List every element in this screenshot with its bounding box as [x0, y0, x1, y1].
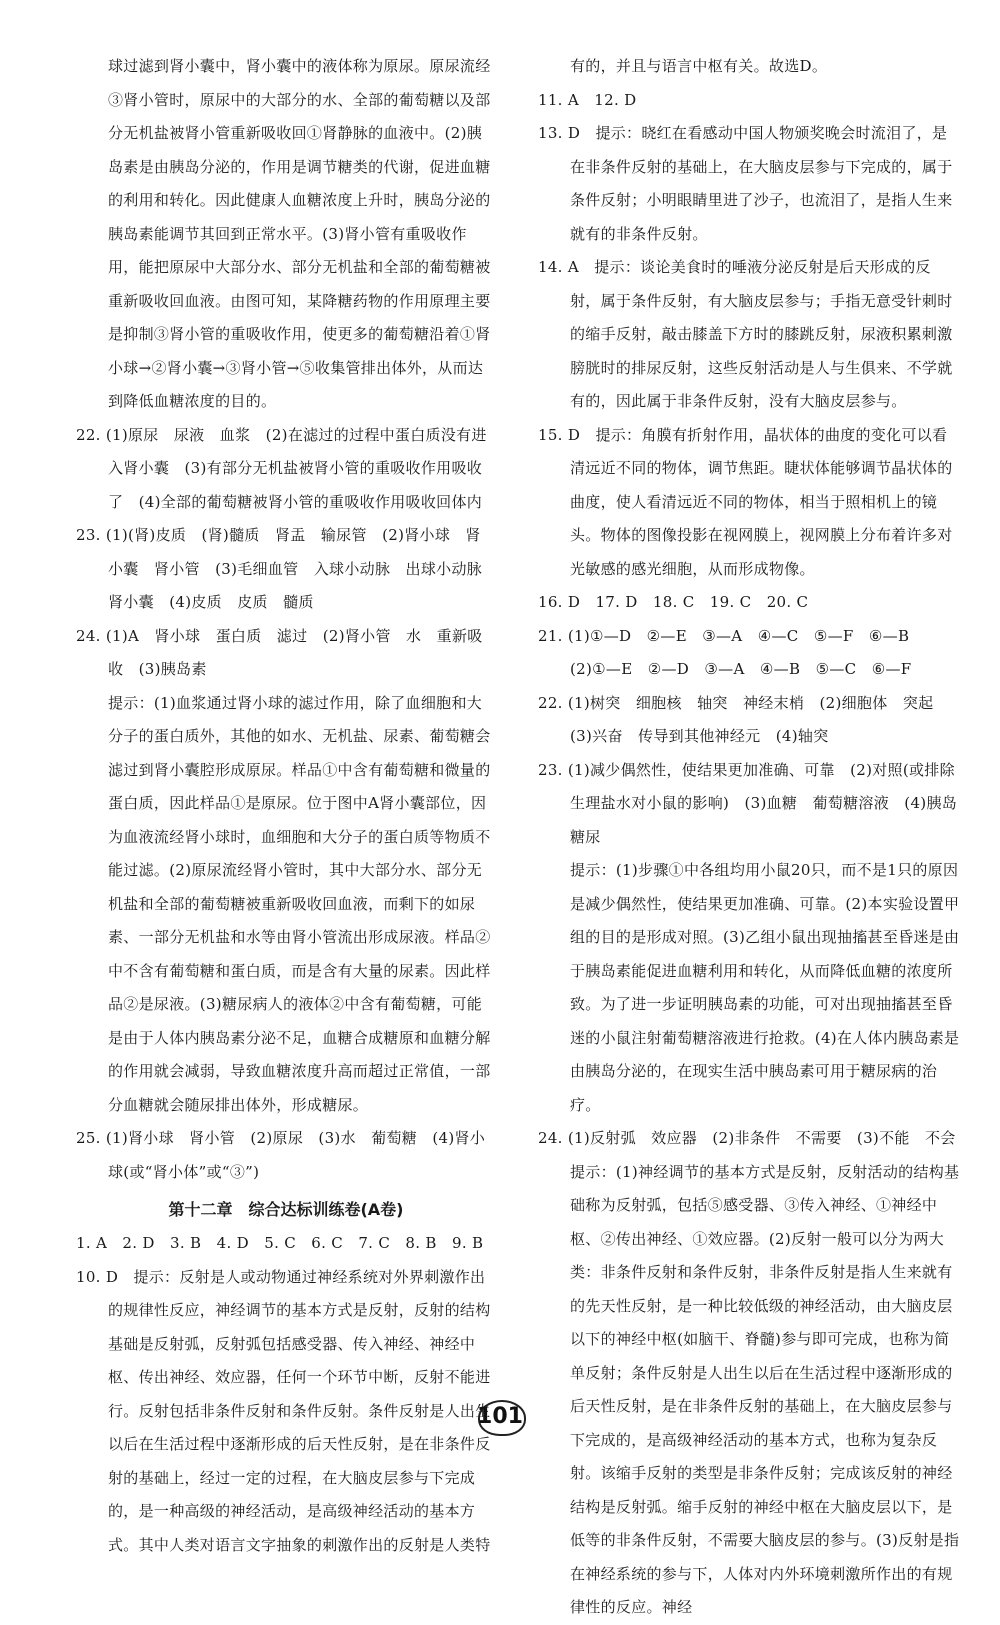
answer-paragraph: 1. A 2. D 3. B 4. D 5. C 6. C 7. C 8. B 9. B	[76, 1234, 484, 1252]
page-number-badge	[470, 1396, 530, 1436]
answer-paragraph: 球过滤到肾小囊中，肾小囊中的液体称为原尿。原尿流经③肾小管时，原尿中的大部分的水、全部的葡萄糖以及部分无机盐被肾小管重新吸收回①肾静脉的血液中。(2)胰岛素是由胰岛分泌的，作用是调节糖类的代谢，促进血糖的利用和转化。因此健康人血糖浓度上升时，胰岛分泌的胰岛素能调节其回到正常水平。(3)肾小管有重吸收作用，能把原尿中大部分水、部分无机盐和全部的葡萄糖被重新吸收回血液。由图可知，某降糖药物的作用原理主要是抑制③肾小管的重吸收作用，使更多的葡萄糖沿着①肾小球→②肾小囊→③肾小管→⑤收集管排出体外，从而达到降低血糖浓度的目的。	[108, 57, 491, 410]
answer-paragraph: 22. (1)原尿 尿液 血浆 (2)在滤过的过程中蛋白质没有进入肾小囊 (3)有部分无机盐被肾小管的重吸收作用吸收了 (4)全部的葡萄糖被肾小管的重吸收作用吸收回体内	[76, 425, 487, 511]
answer-paragraph: 提示：(1)步骤①中各组均用小鼠20只，而不是1只的原因是减少偶然性，使结果更加准确、可靠。(2)本实验设置甲组的目的是形成对照。(3)乙组小鼠出现抽搐甚至昏迷是由于胰岛素能促进血糖利用和转化，从而降低血糖的浓度所致。为了进一步证明胰岛素的功能，可对出现抽搐甚至昏迷的小鼠注射葡萄糖溶液进行抢救。(4)在人体内胰岛素是由胰岛分泌的，在现实生活中胰岛素可用于糖尿病的治疗。	[570, 861, 960, 1114]
answer-paragraph: 22. (1)树突 细胞核 轴突 神经末梢 (2)细胞体 突起 (3)兴奋 传导到其他神经元 (4)轴突	[538, 693, 949, 745]
right-column	[538, 50, 973, 1625]
answer-paragraph: (2)①—E ②—D ③—A ④—B ⑤—C ⑥—F	[570, 660, 912, 678]
answer-paragraph: 提示：(1)血浆通过肾小球的滤过作用，除了血细胞和大分子的蛋白质外，其他的如水、无机盐、尿素、葡萄糖会滤过到肾小囊腔形成原尿。样品①中含有葡萄糖和微量的蛋白质，因此样品①是原尿。位于图中A肾小囊部位，因为血液流经肾小球时，血细胞和大分子的蛋白质等物质不能过滤。(2)原尿流经肾小管时，其中大部分水、部分无机盐和全部的葡萄糖被重新吸收回血液，而剩下的如尿素、一部分无机盐和水等由肾小管流出形成尿液。样品②中不含有葡萄糖和蛋白质，而是含有大量的尿素。因此样品②是尿液。(3)糖尿病人的液体②中含有葡萄糖，可能是由于人体内胰岛素分泌不足，血糖合成糖原和血糖分解的作用就会减弱，导致血糖浓度升高而超过正常值，一部分血糖就会随尿排出体外，形成糖尿。	[108, 693, 491, 1114]
answer-paragraph: 11. A 12. D	[538, 90, 637, 109]
watermark-logo	[810, 1400, 990, 1466]
chapter-heading: 第十二章 综合达标训练卷(A卷)	[168, 1200, 404, 1219]
answer-paragraph: 25. (1)肾小球 肾小管 (2)原尿 (3)水 葡萄糖 (4)肾小球(或“肾小体”或“③”)	[76, 1129, 486, 1181]
answer-paragraph: 15. D 提示：角膜有折射作用，晶状体的曲度的变化可以看清远近不同的物体，调节焦距。睫状体能够调节晶状体的曲度，使人看清远近不同的物体，相当于照相机上的镜头。物体的图像投影在视网膜上，视网膜上分布着许多对光敏感的感光细胞，从而形成物像。	[538, 425, 953, 578]
answer-paragraph: 16. D 17. D 18. C 19. C 20. C	[538, 593, 809, 611]
answer-paragraph: 21. (1)①—D ②—E ③—A ④—C ⑤—F ⑥—B	[538, 626, 910, 645]
answer-paragraph: 14. A 提示：谈论美食时的唾液分泌反射是后天形成的反射，属于条件反射，有大脑皮层参与；手指无意受针刺时的缩手反射，敲击膝盖下方时的膝跳反射，尿液积累刺激膀胱时的排尿反射，这些反射活动是人与生俱来、不学就有的，因此属于非条件反射，没有大脑皮层参与。	[538, 258, 953, 410]
answer-paragraph: 23. (1)减少偶然性，使结果更加准确、可靠 (2)对照(或排除生理盐水对小鼠的影响) (3)血糖 葡萄糖溶液 (4)胰岛 糖尿	[538, 760, 973, 846]
answer-paragraph: 23. (1)(肾)皮质 (肾)髓质 肾盂 输尿管 (2)肾小球 肾小囊 肾小管 (3)毛细血管 入球小动脉 出球小动脉 肾小囊 (4)皮质 皮质 髓质	[76, 526, 498, 611]
left-column	[76, 50, 496, 1562]
answer-paragraph: 24. (1)反射弧 效应器 (2)非条件 不需要 (3)不能 不会	[538, 1129, 956, 1147]
answer-paragraph: 有的，并且与语言中枢有关。故选D。	[570, 57, 828, 75]
page-number: 101	[477, 1403, 523, 1429]
answer-paragraph: 24. (1)A 肾小球 蛋白质 滤过 (2)肾小管 水 重新吸收 (3)胰岛素	[76, 626, 483, 678]
answer-paragraph: 13. D 提示：晓红在看感动中国人物颁奖晚会时流泪了，是在非条件反射的基础上，在大脑皮层参与下完成的，属于条件反射；小明眼睛里进了沙子，也流泪了，是指人生来就有的非条件反射。	[538, 124, 953, 243]
answer-paragraph: 提示：(1)神经调节的基本方式是反射，反射活动的结构基础称为反射弧，包括⑤感受器、③传入神经、①神经中枢、②传出神经、①效应器。(2)反射一般可以分为两大类：非条件反射和条件反射，非条件反射是指人生来就有的先天性反射，是一种比较低级的神经活动，由大脑皮层以下的神经中枢(如脑干、脊髓)参与即可完成，也称为简单反射；条件反射是人出生以后在生活过程中逐渐形成的后天性反射，是在非条件反射的基础上，在大脑皮层参与下完成的，是高级神经活动的基本方式，也称为复杂反射。该缩手反射的类型是非条件反射；完成该反射的神经结构是反射弧。缩手反射的神经中枢在大脑皮层以下，是低等的非条件反射，不需要大脑皮层的参与。(3)反射是指在神经系统的参与下，人体对内外环境刺激所作出的有规律性的反应。神经	[570, 1162, 960, 1616]
answer-paragraph: 10. D 提示：反射是人或动物通过神经系统对外界刺激作出的规律性反应，神经调节的基本方式是反射，反射的结构基础是反射弧，反射弧包括感受器、传入神经、神经中枢、传出神经、效应器，任何一个环节中断，反射不能进行。反射包括非条件反射和条件反射。条件反射是人出生以后在生活过程中逐渐形成的后天性反射，是在非条件反射的基础上，经过一定的过程，在大脑皮层参与下完成的，是一种高级的神经活动，是高级神经活动的基本方式。其中人类对语言文字抽象的刺激作出的反射是人类特	[76, 1267, 491, 1554]
